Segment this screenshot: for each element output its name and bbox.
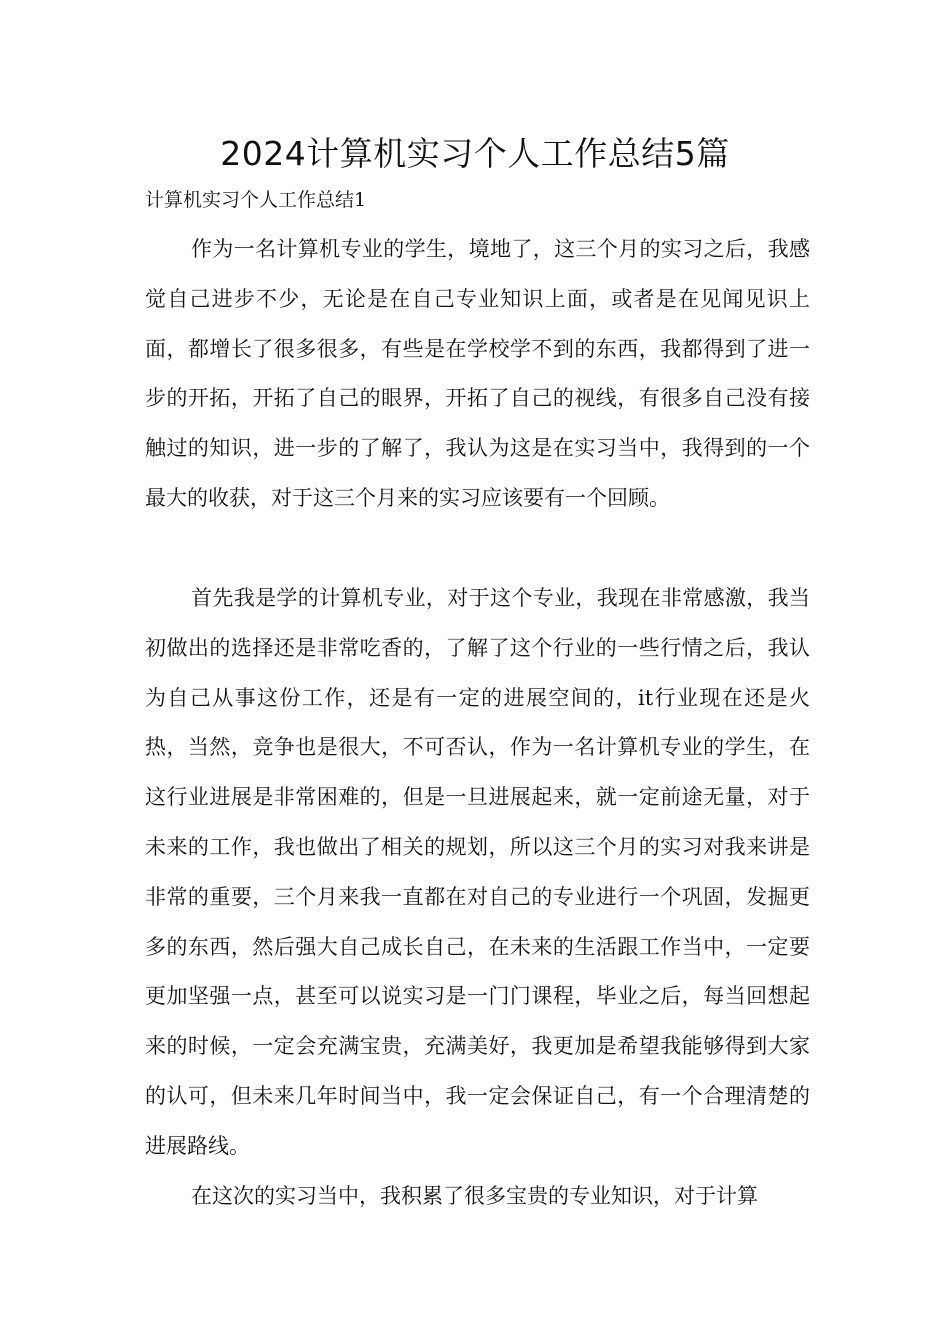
paragraph: 在这次的实习当中，我积累了很多宝贵的专业知识，对于计算 <box>191 1184 758 1208</box>
paragraph: 作为一名计算机专业的学生，境地了，这三个月的实习之后，我感觉自己进步不少，无论是在自己专业知识上面，或者是在见闻见识上面，都增长了很多很多，有些是在学校学不到的东西，我都得到了进一步的开拓，开拓了自己的眼界，开拓了自己的视线，有很多自己没有接触过的知识，进一步的了解了，我认为这是在实习当中，我得到的一个最大的收获，对于这三个月来的实习应该要有一个回顾。 <box>145 237 810 510</box>
document-title: 2024计算机实习个人工作总结5篇 <box>220 134 730 173</box>
section-heading: 计算机实习个人工作总结1 <box>145 189 367 211</box>
paragraph: 首先我是学的计算机专业，对于这个专业，我现在非常感激，我当初做出的选择还是非常吃香的，了解了这个行业的一些行情之后，我认为自己从事这份工作，还是有一定的进展空间的，it行业现在还是火热，当然，竞争也是很大，不可否认，作为一名计算机专业的学生，在这行业进展是非常困难的，但是一旦进展起来，就一定前途无量，对于未来的工作，我也做出了相关的规划，所以这三个月的实习对我来讲是非常的重要，三个月来我一直都在对自己的专业进行一个巩固，发掘更多的东西，然后强大自己成长自己，在未来的生活跟工作当中，一定要更加坚强一点，甚至可以说实习是一门门课程，毕业之后，每当回想起来的时候，一定会充满宝贵，充满美好，我更加是希望我能够得到大家的认可，但未来几年时间当中，我一定会保证自己，有一个合理清楚的进展路线。 <box>145 586 810 1158</box>
